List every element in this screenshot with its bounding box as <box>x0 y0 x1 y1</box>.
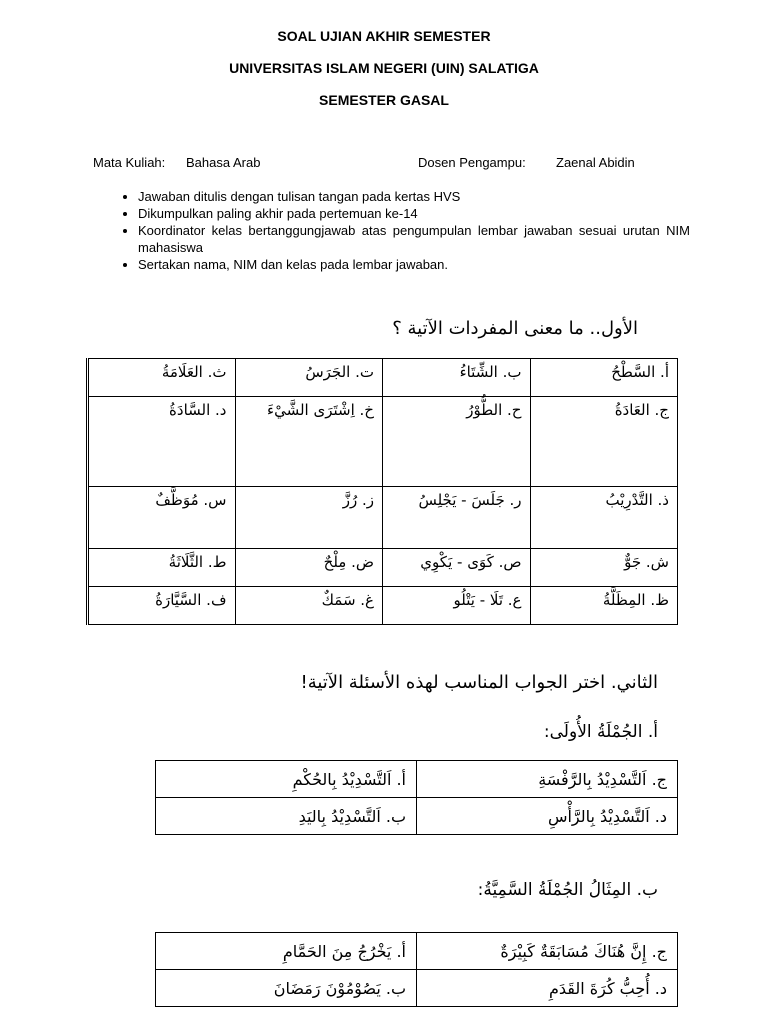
instruction-item: • Koordinator kelas bertanggungjawab atas pengumpulan lembar jawaban sesuai urutan NIM mahasiswa <box>138 222 690 256</box>
vocab-cell: أ. السَّطْحُ <box>530 359 678 397</box>
vocab-cell: ذ. التَّدْرِيْبُ <box>530 487 678 549</box>
option-cell: أ. يَخْرُجُ مِنَ الحَمَّامِ <box>156 933 417 970</box>
vocab-cell: د. السَّادَةُ <box>88 397 236 487</box>
lecturer-value: Zaenal Abidin <box>556 155 635 170</box>
vocab-cell: ح. الطُّوْرُ <box>383 397 531 487</box>
option-cell: ب. اَلتَّسْدِيْدُ بِاليَدِ <box>156 798 417 835</box>
table-row <box>88 587 678 625</box>
vocab-cell: ض. مِلْحٌ <box>235 549 383 587</box>
table-row <box>156 761 678 798</box>
table-row <box>88 359 678 397</box>
option-cell: أ. اَلتَّسْدِيْدُ بِالحُكْمِ <box>156 761 417 798</box>
vocab-cell: ت. الجَرَسُ <box>235 359 383 397</box>
option-cell: د. اَلتَّسْدِيْدُ بِالرَّأْسِ <box>417 798 678 835</box>
vocab-cell: ط. الثَّلَاثَةُ <box>88 549 236 587</box>
vocab-cell: ع. تَلَا - يَتْلُو <box>383 587 531 625</box>
vocab-cell: ص. كَوَى - يَكْوِي <box>383 549 531 587</box>
option-cell: د. أُحِبُّ كُرَةَ القَدَمِ <box>417 970 678 1007</box>
vocab-cell: ب. الشِّتَاءُ <box>383 359 531 397</box>
vocab-cell: ر. جَلَسَ - يَجْلِسُ <box>383 487 531 549</box>
course-label: Mata Kuliah: <box>93 155 166 170</box>
table-row <box>88 487 678 549</box>
lecturer-label: Dosen Pengampu: <box>418 155 526 170</box>
header-semester: SEMESTER GASAL <box>319 92 449 108</box>
vocab-cell: ث. العَلَامَةُ <box>88 359 236 397</box>
vocab-cell: ز. رُزَّ <box>235 487 383 549</box>
instruction-item: • Jawaban ditulis dengan tulisan tangan pada kertas HVS <box>138 188 690 205</box>
vocab-cell: خ. اِشْتَرَى الشَّيْءَ <box>235 397 383 487</box>
vocab-cell: ظ. المِظَلَّةُ <box>530 587 678 625</box>
question-2-options <box>155 932 678 1007</box>
question-1: أ. الجُمْلَةُ الأُولَى: <box>543 722 658 742</box>
option-cell: ب. يَصُوْمُوْنَ رَمَضَانَ <box>156 970 417 1007</box>
table-row <box>88 549 678 587</box>
vocab-cell: ش. جَوٌّ <box>530 549 678 587</box>
table-row <box>156 933 678 970</box>
vocab-cell: غ. سَمَكٌ <box>235 587 383 625</box>
question-2: ب. المِثَالُ الجُمْلَةُ السَّمِيَّةُ: <box>477 880 658 900</box>
instruction-item: • Dikumpulkan paling akhir pada pertemuan ke-14 <box>138 205 690 222</box>
vocab-cell: س. مُوَظَّفٌ <box>88 487 236 549</box>
option-cell: ج. اَلتَّسْدِيْدُ بِالرَّفْسَةِ <box>417 761 678 798</box>
instructions-list <box>110 188 690 273</box>
instruction-item: • Sertakan nama, NIM dan kelas pada lembar jawaban. <box>138 256 690 273</box>
section2-heading: الثاني. اختر الجواب المناسب لهذه الأسئلة الآتية! <box>300 672 658 693</box>
table-row <box>156 798 678 835</box>
header-university: UNIVERSITAS ISLAM NEGERI (UIN) SALATIGA <box>229 60 539 76</box>
vocabulary-table <box>86 358 678 625</box>
table-row <box>88 397 678 487</box>
table-row <box>156 970 678 1007</box>
section1-heading: الأول.. ما معنى المفردات الآتية ؟ <box>392 318 638 339</box>
course-value: Bahasa Arab <box>186 155 261 170</box>
question-1-options <box>155 760 678 835</box>
header-title: SOAL UJIAN AKHIR SEMESTER <box>277 28 491 44</box>
vocab-cell: ج. العَادَةُ <box>530 397 678 487</box>
vocab-cell: ف. السَّيَّارَةُ <box>88 587 236 625</box>
option-cell: ج. إِنَّ هُنَاكَ مُسَابَقَةٌ كَبِيْرَةٌ <box>417 933 678 970</box>
